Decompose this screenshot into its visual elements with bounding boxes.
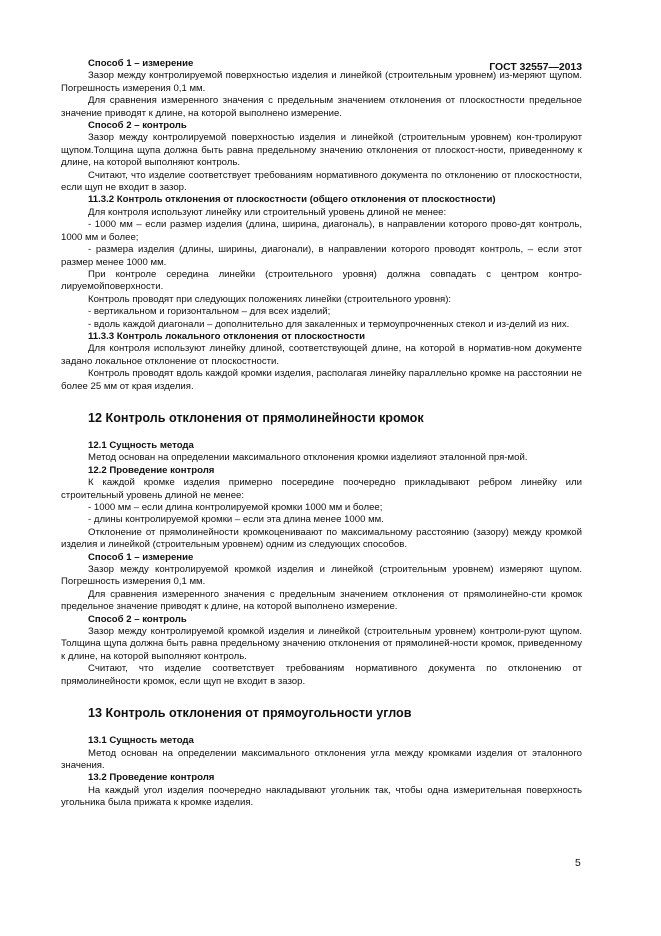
paragraph: При контроле середина линейки (строительного уровня) должна совпадать с центром контро-лируемойповерхности. [61,268,582,293]
subsection-heading: 11.3.2 Контроль отклонения от плоскостности (общего отклонения от плоскостности) [88,194,496,206]
subsection-heading: 12.2 Проведение контроля [88,464,215,476]
section-heading: 12 Контроль отклонения от прямолинейности кромок [88,410,424,425]
page-number: 5 [575,858,581,869]
paragraph: Зазор между контролируемой поверхностью изделия и линейкой (строительным уровнем) кон-тролируют щупом.Толщина щупа должна быть равна предельному значению отклонения от плоскост-ности, приведенному к длине, на которой выполняют контроль. [61,132,582,169]
section-heading: 13 Контроль отклонения от прямоугольности углов [88,706,412,721]
paragraph: - длины контролируемой кромки – если эта длина менее 1000 мм. [88,514,384,526]
document-body [61,58,582,810]
subsection-heading: Способ 2 – контроль [88,613,187,625]
subsection-heading: Способ 1 – измерение [88,58,194,69]
paragraph: Зазор между контролируемой кромкой изделия и линейкой (строительным уровнем) измеряют щупом. Погрешность измерения 0,1 мм. [61,564,582,588]
paragraph: Зазор между контролируемой поверхностью изделия и линейкой (строительным уровнем) из-меряют щупом. Погрешность измерения 0,1 мм. [61,70,582,94]
paragraph: Считают, что изделие соответствует требованиям нормативного документа по отклонению от плоскостности, если щуп не входит в зазор. [61,169,582,194]
paragraph: Для сравнения измеренного значения с предельным значением отклонения от плоскостности предельное значение приводят к длине, на которой выполнено измерение. [61,95,582,119]
paragraph: Зазор между контролируемой кромкой изделия и линейкой (строительным уровнем) контроли-руют щупом. Толщина щупа должна быть равна предельному значению отклонения от прямолиней-ности кромок, приведенному к длине, на которой выполняют контроль. [61,626,582,662]
subsection-heading: Способ 2 – контроль [88,120,187,132]
paragraph: Для контроля используют линейку или строительный уровень длиной не менее: [88,206,447,218]
paragraph: - 1000 мм – если размер изделия (длина, ширина, диагональ), в направлении которого прово-дят контроль, 1000 мм и более; [61,219,582,243]
paragraph: - вдоль каждой диагонали – дополнительно для закаленных и термоупрочненных стекол и из-делий из них. [88,318,570,330]
paragraph: Метод основан на определении максимального отклонения кромки изделияот эталонной пря-мой. [88,452,528,464]
subsection-heading: 13.2 Проведение контроля [88,772,215,784]
paragraph: К каждой кромке изделия примерно посередине поочередно прикладывают ребром линейку или строительный уровень длиной не менее: [61,477,582,501]
standard-number: ГОСТ 32557—2013 [489,62,582,73]
paragraph: На каждый угол изделия поочередно накладывают угольник так, чтобы одна измерительная поверхность угольника была прижата к кромке изделия. [61,784,582,809]
paragraph: - вертикальном и горизонтальном – для всех изделий; [88,306,331,318]
paragraph: Для контроля используют линейку длиной, соответствующей длине, на которой в норматив-ном документе задано локальное отклонение от плоскостности. [61,343,582,367]
subsection-heading: 12.1 Сущность метода [88,439,194,451]
paragraph: Отклонение от прямолинейности кромкоцениваают по максимальному расстоянию (зазору) между кромкой изделия и линейкой (строительным уровнем) одним из следующих способов. [61,526,582,551]
paragraph: Метод основан на определении максимального отклонения угла между кромками изделия от эталонного значения. [61,747,582,771]
subsection-heading: 11.3.3 Контроль локального отклонения от плоскостности [88,330,366,342]
paragraph: Контроль проводят вдоль каждой кромки изделия, располагая линейку параллельно кромке на расстоянии не более 25 мм от края изделия. [61,368,582,392]
paragraph: - размера изделия (длины, ширины, диагонали), в направлении которого проводят контроль, – если этот размер менее 1000 мм. [61,244,582,268]
paragraph: - 1000 мм – если длина контролируемой кромки 1000 мм и более; [88,502,383,513]
paragraph: Для сравнения измеренного значения с предельным значением отклонения от прямолинейно-сти кромок предельное значение приводят к длине, на которой выполнено измерение. [61,588,582,613]
paragraph: Считают, что изделие соответствует требованиям нормативного документа по отклонению от прямолинейности кромок, если щуп не входит в зазор. [61,663,582,687]
paragraph: Контроль проводят при следующих положениях линейки (строительного уровня): [88,293,452,305]
subsection-heading: Способ 1 – измерение [88,551,194,563]
subsection-heading: 13.1 Сущность метода [88,735,194,747]
